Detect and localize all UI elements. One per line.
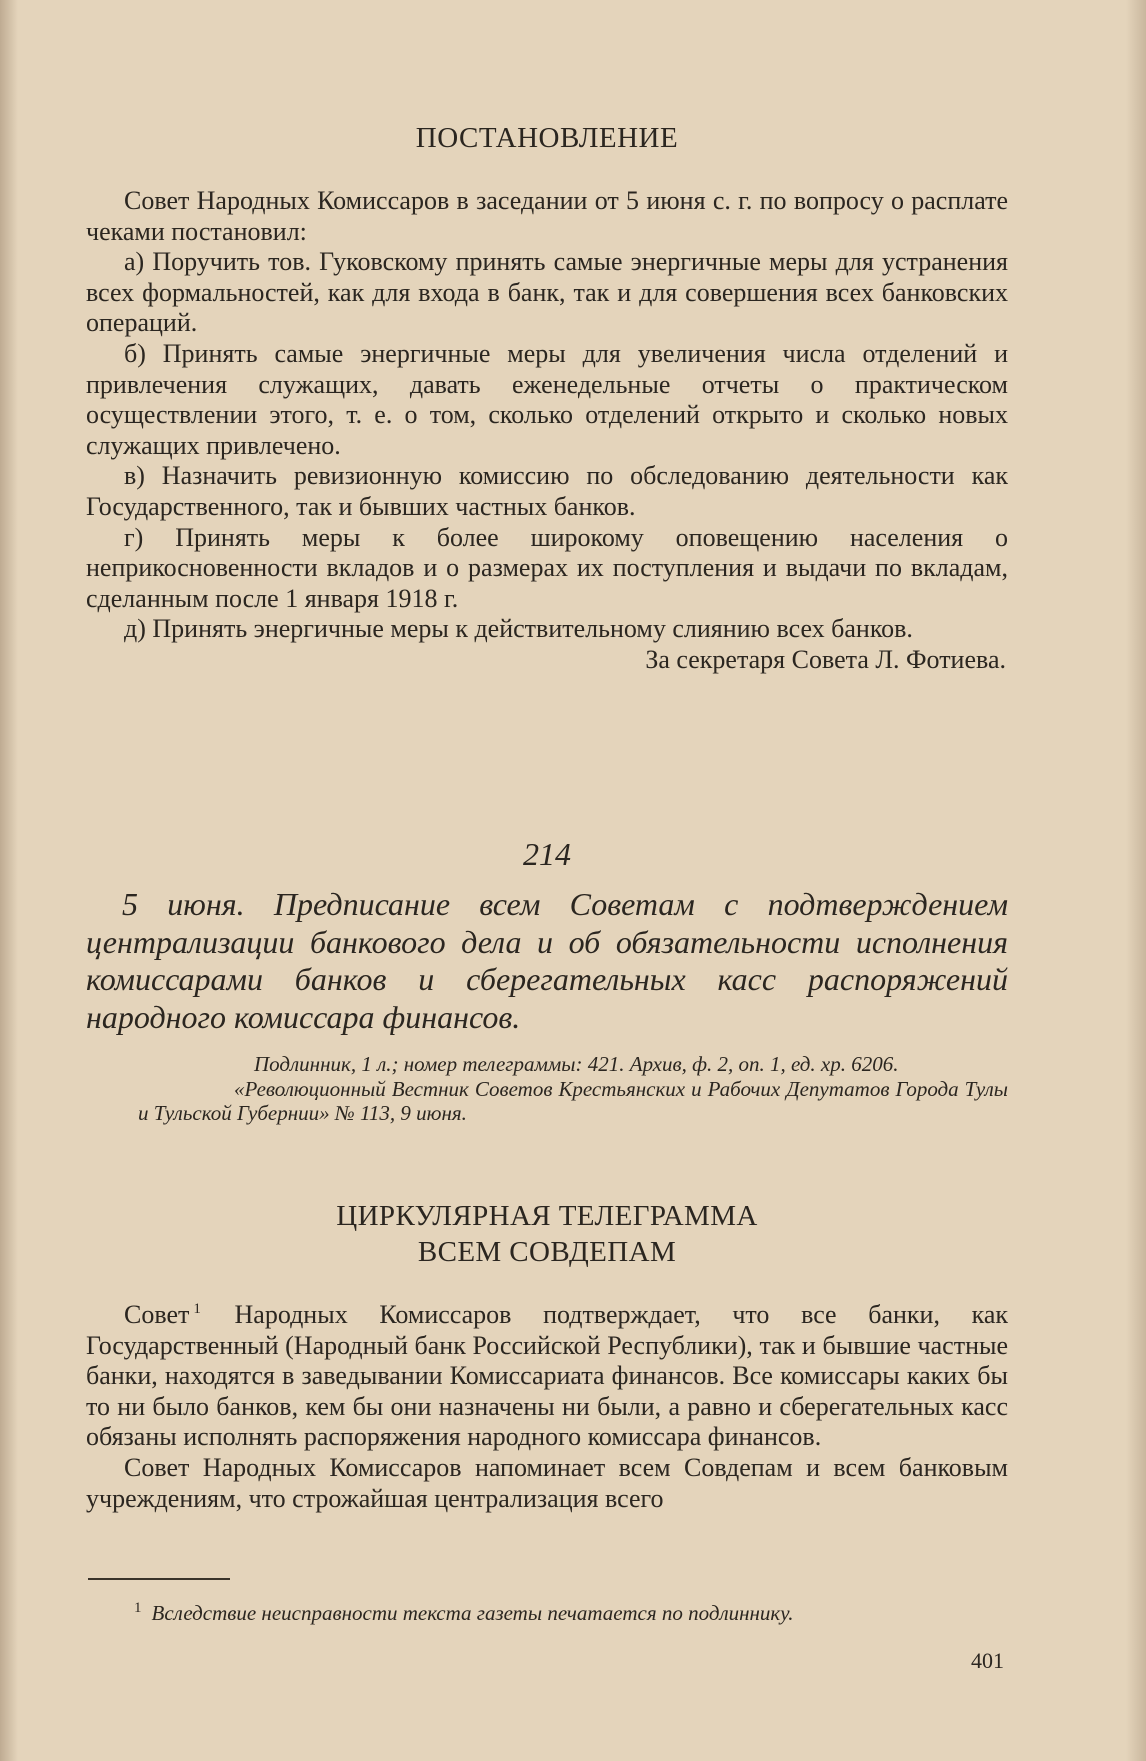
- footnote-reference: 1: [193, 1301, 201, 1317]
- resolution-item-d: д) Принять энергичные меры к действительному слиянию всех банков.: [124, 614, 913, 644]
- telegram-paragraph-2: Совет Народных Комиссаров напоминает всем Совдепам и всем банковым учреждениям, что строжайшая централизация всего: [86, 1452, 1008, 1513]
- footnote-mark: 1: [134, 1600, 142, 1616]
- resolution-item-v: в) Назначить ревизионную комиссию по обследованию деятельности как Государственного, так и бывших частных банков.: [86, 461, 1008, 521]
- page-number: 401: [971, 1648, 1004, 1673]
- resolution-title: ПОСТАНОВЛЕНИЕ: [415, 122, 679, 154]
- resolution-item-b: б) Принять самые энергичные меры для увеличения числа отделений и привлечения служащих, давать еженедельные отчеты о практическом осуществлении этого, т. е. о том, сколько отделений открыто и сколько новых служащих привлечено.: [86, 338, 1008, 460]
- document-number: 214: [523, 836, 571, 872]
- telegram-p1-start: Совет: [124, 1300, 190, 1329]
- document-heading: 5 июня. Предписание всем Советам с подтверждением централизации банкового дела и об обязательности исполнения комиссарами банков и сберегательных касс распоряжений народного комиссара финансов.: [86, 886, 1008, 1035]
- resolution-item-a: а) Поручить тов. Гуковскому принять самые энергичные меры для устранения всех формальностей, как для входа в банк, так и для совершения всех банковских операций.: [86, 247, 1008, 338]
- telegram-title: [86, 1198, 1008, 1270]
- resolution-item-g: г) Принять меры к более широкому оповещению населения о неприкосновенности вкладов и о размерах их поступления и выдачи по вкладам, сделанным после 1 января 1918 г.: [86, 522, 1008, 613]
- resolution-body: [86, 186, 1008, 676]
- telegram-paragraph-1: [86, 1300, 1008, 1453]
- telegram-p1-rest: Народных Комиссаров подтверждает, что все банки, как Государственный (Народный банк Российской Республики), так и бывшие частные банки, находятся в заведывании Комиссариата финансов. Все комиссары каких бы то ни было банков, кем бы они назначены ни были, а равно и сберегательных касс обязаны исполнять распоряжения народного комиссара финансов.: [86, 1300, 1008, 1452]
- footnote-text: Вследствие неисправности текста газеты печатается по подлиннику.: [151, 1601, 794, 1625]
- telegram-body: [86, 1300, 1008, 1514]
- resolution-signature: За секретаря Совета Л. Фотиева.: [645, 644, 1006, 674]
- footnote: [86, 1600, 1008, 1626]
- footnote-divider: [88, 1578, 230, 1580]
- resolution-intro: Совет Народных Комиссаров в заседании от 5 июня с. г. по вопросу о расплате чеками постановил:: [86, 186, 1008, 246]
- source-newspaper: «Революционный Вестник Советов Крестьянских и Рабочих Депутатов Города Тулы и Тульской Губернии» № 113, 9 июня.: [138, 1076, 1008, 1125]
- telegram-title-line1: ЦИРКУЛЯРНАЯ ТЕЛЕГРАММА: [336, 1200, 758, 1232]
- telegram-title-line2: ВСЕМ СОВДЕПАМ: [417, 1236, 677, 1268]
- source-references: [86, 1052, 1008, 1126]
- source-archive: Подлинник, 1 л.; номер телеграммы: 421. Архив, ф. 2, оп. 1, ед. хр. 6206.: [254, 1052, 899, 1076]
